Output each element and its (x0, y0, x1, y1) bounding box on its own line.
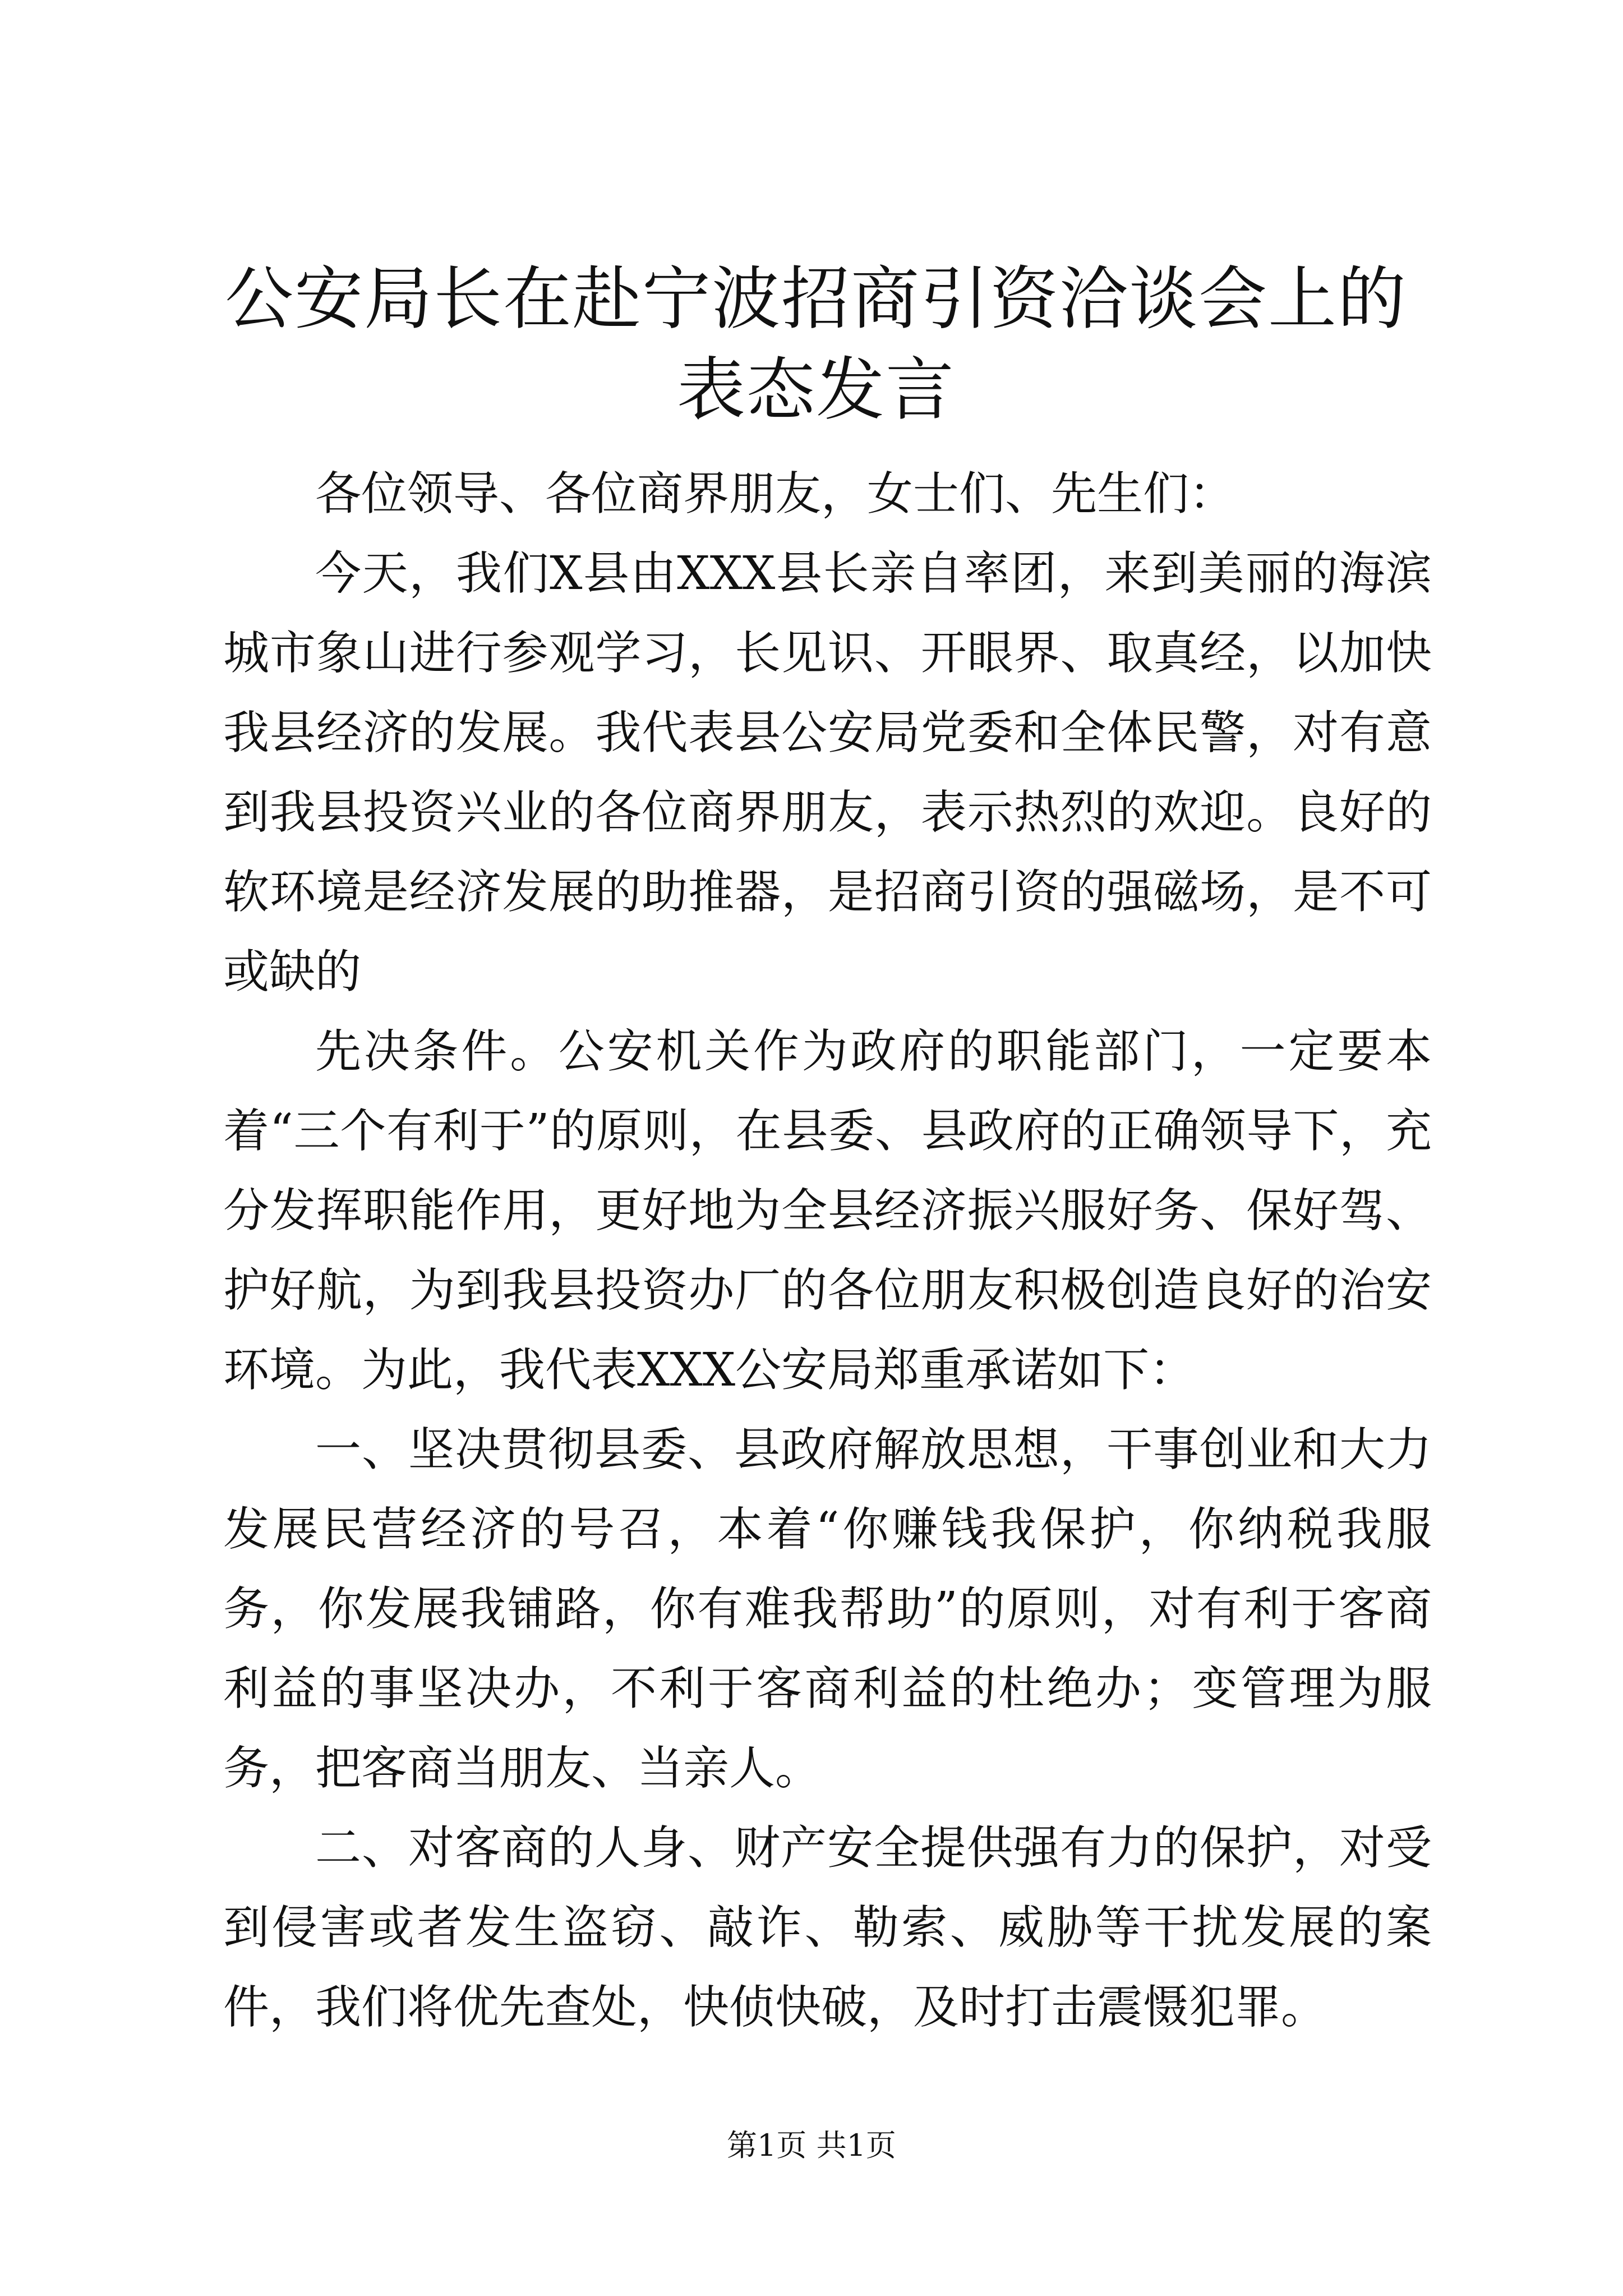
document-title: 公安局长在赴宁波招商引资洽谈会上的表态发言 (225, 259, 1407, 430)
paragraph-point-two: 二、对客商的人身、财产安全提供强有力的保护，对受到侵害或者发生盗窃、敲诈、勒索、威胁等干扰发展的案件，我们将优先查处，快侦快破，及时打击震慑犯罪。 (223, 1821, 1432, 2034)
document-body (223, 454, 1432, 2047)
page-number-footer: 第1页 共1页 (727, 2128, 896, 2163)
paragraph-point-one: 一、坚决贯彻县委、县政府解放思想，干事创业和大力发展民营经济的号召，本着“你赚钱我保护，你纳税我服务，你发展我铺路，你有难我帮助”的原则，对有利于客商利益的事坚决办，不利于客商利益的杜绝办；变管理为服务，把客商当朋友、当亲人。 (223, 1423, 1432, 1795)
paragraph-commitment-intro: 先决条件。公安机关作为政府的职能部门，一定要本着“三个有利于”的原则，在县委、县政府的正确领导下，充分发挥职能作用，更好地为全县经济振兴服好务、保好驾、护好航，为到我县投资办厂的各位朋友积极创造良好的治安环境。为此，我代表XXX公安局郑重承诺如下： (223, 1025, 1432, 1397)
paragraph-introduction: 今天，我们X县由XXX县长亲自率团，来到美丽的海滨城市象山进行参观学习，长见识、开眼界、取真经，以加快我县经济的发展。我代表县公安局党委和全体民警，对有意到我县投资兴业的各位商界朋友，表示热烈的欢迎。良好的软环境是经济发展的助推器，是招商引资的强磁场，是不可或缺的 (223, 547, 1432, 999)
paragraph-salutation: 各位领导、各位商界朋友，女士们、先生们： (315, 467, 1235, 521)
